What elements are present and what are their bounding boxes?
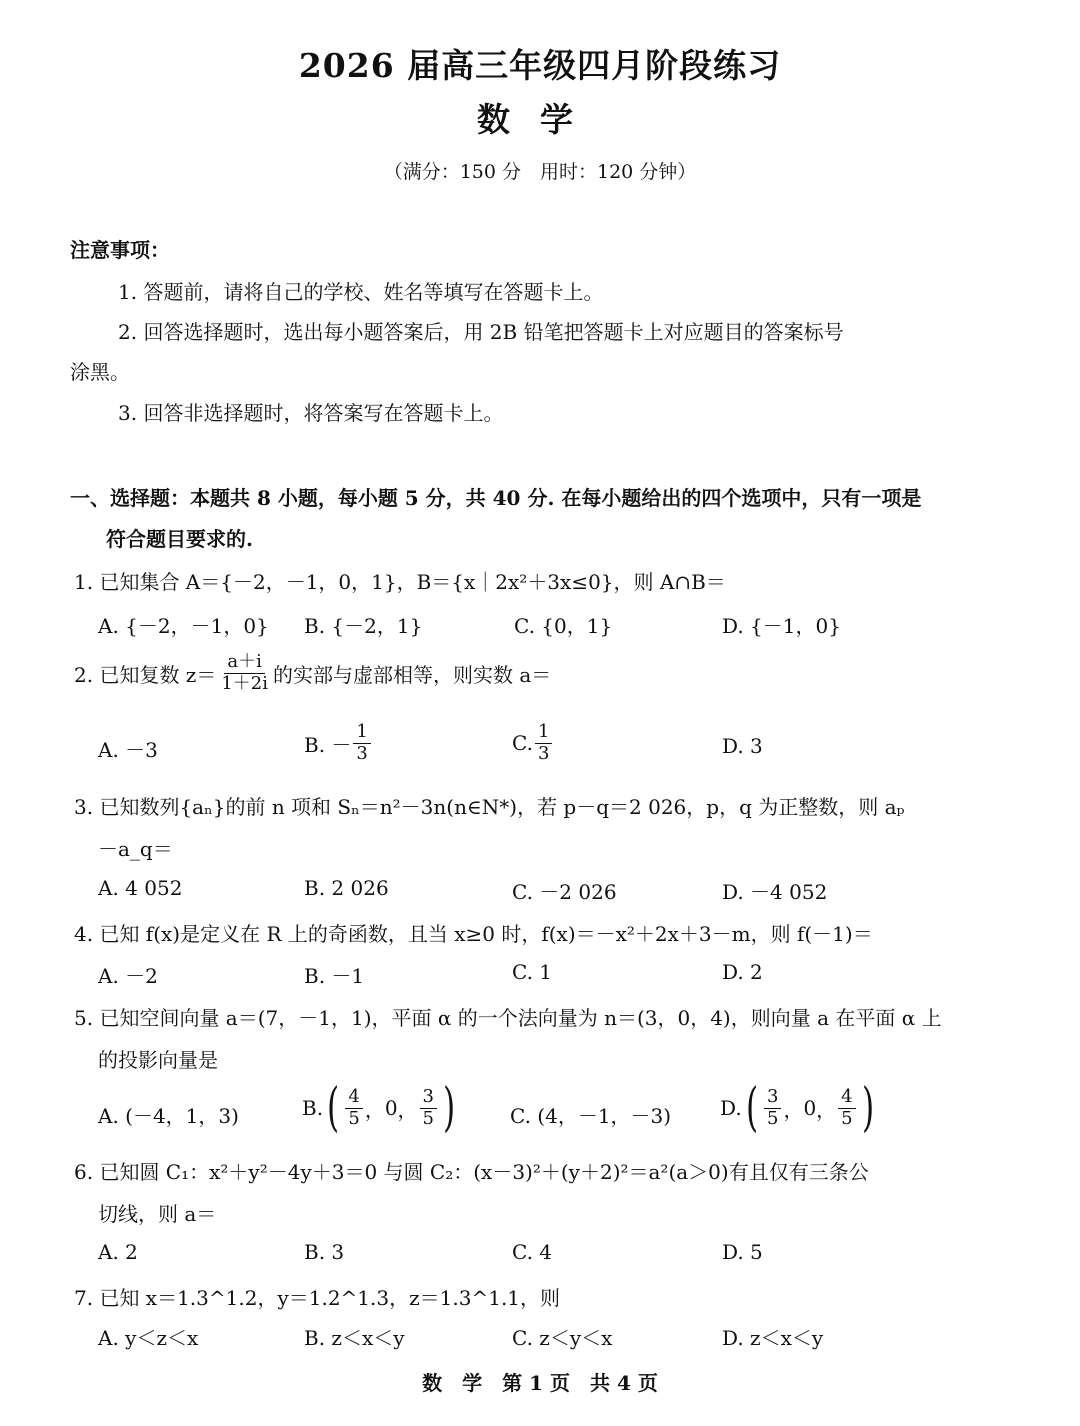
q6-option-a: A. 2 [98,1240,138,1264]
q7-option-b: B. z＜x＜y [304,1326,405,1350]
q7-option-d: D. z＜x＜y [722,1326,824,1350]
q4-option-d: D. 2 [722,960,763,984]
right-paren: ) [861,1078,874,1138]
left-paren: ( [327,1078,340,1138]
notice-item-2: 2. 回答选择题时，选出每小题答案后，用 2B 铅笔把答题卡上对应题目的答案标号 [118,320,844,344]
section-heading: 一、选择题：本题共 8 小题，每小题 5 分，共 40 分. 在每小题给出的四个选项中，只有一项是 [70,486,922,510]
q2-option-c-label: C. [512,731,533,756]
q5-option-d [720,1078,878,1138]
question-7-stem: 7. 已知 x＝1.3^1.2，y＝1.2^1.3，z＝1.3^1.1，则 [74,1286,561,1310]
q5-d-den-2: 5 [841,1107,853,1129]
q4-option-c: C. 1 [512,960,553,984]
q3-option-d: D. －4 052 [722,880,828,904]
q2-option-b-label: B. － [304,732,352,757]
q1-option-b: B. {－2，1} [304,614,423,638]
notice-item-3: 3. 回答非选择题时，将答案写在答题卡上。 [118,401,504,425]
exam-info: （满分：150 分 用时：120 分钟） [383,161,697,183]
q3-option-c: C. －2 026 [512,880,617,904]
q6-option-d: D. 5 [722,1240,763,1264]
q5-b-frac-2 [420,1087,437,1129]
subject-title: 数学 [477,100,603,139]
notice-item-1: 1. 答题前，请将自己的学校、姓名等填写在答题卡上。 [118,280,604,304]
q5-option-d-vector [742,1078,878,1138]
q2-option-c [512,722,554,764]
q2-option-b-num: 1 [353,722,370,744]
q5-b-num-1: 4 [345,1087,362,1109]
q5-d-sep-1: ， [783,1097,804,1122]
q5-d-frac-1 [764,1087,781,1129]
q2-fraction [218,652,271,694]
question-3-stem-cont: －a_q＝ [98,837,173,861]
question-5-stem: 5. 已知空间向量 a＝(7，－1，1)，平面 α 的一个法向量为 n＝(3，0，4)，则向量 a 在平面 α 上 [74,1006,942,1030]
q5-b-sep-1: ， [364,1097,385,1122]
question-4-stem: 4. 已知 f(x)是定义在 R 上的奇函数，且当 x≥0 时，f(x)＝－x²＋2x＋3－m，则 f(－1)＝ [74,922,873,946]
page-footer: 数 学 第 1 页 共 4 页 [422,1371,658,1395]
q4-option-a: A. －2 [98,964,158,988]
left-paren: ( [745,1078,758,1138]
q2-frac-den: 1＋2i [221,672,269,694]
q5-b-den-1: 5 [348,1107,360,1129]
q5-b-mid: 0 [384,1096,398,1120]
q1-option-d: D. {－1，0} [722,614,841,638]
question-5-stem-cont: 的投影向量是 [98,1048,218,1072]
q5-option-d-label: D. [720,1096,742,1120]
q2-option-b [304,722,373,764]
q6-option-c: C. 4 [512,1240,553,1264]
notice-heading: 注意事项： [70,238,170,262]
q5-d-sep-2: ， [816,1097,837,1122]
right-paren: ) [443,1078,456,1138]
q2-option-c-frac [535,722,552,764]
q2-option-b-frac [353,722,370,764]
q5-d-num-2: 4 [838,1087,855,1109]
q5-d-frac-2 [838,1087,855,1129]
q2-option-d: D. 3 [722,734,763,758]
q2-option-a: A. －3 [98,738,158,762]
q5-option-a: A. (－4，1，3) [98,1104,239,1128]
q5-d-num-1: 3 [764,1087,781,1109]
q5-b-sep-2: ， [397,1097,418,1122]
q4-option-b: B. －1 [304,964,365,988]
q5-option-b-vector [323,1078,459,1138]
q5-b-frac-1 [345,1087,362,1129]
q7-option-c: C. z＜y＜x [512,1326,613,1350]
q5-option-b-label: B. [302,1096,324,1120]
notice-item-2-cont: 涂黑。 [70,360,130,384]
question-3-stem: 3. 已知数列{aₙ}的前 n 项和 Sₙ＝n²－3n(n∈N*)，若 p－q＝2 026，p，q 为正整数，则 aₚ [74,795,905,819]
q5-b-den-2: 5 [422,1107,434,1129]
q2-stem-post: 的实部与虚部相等，则实数 a＝ [273,662,552,687]
q2-option-b-den: 3 [356,742,368,764]
section-heading-cont: 符合题目要求的. [106,527,253,551]
q5-option-c: C. (4，－1，－3) [510,1104,672,1128]
q2-stem-pre: 2. 已知复数 z＝ [74,662,217,687]
question-6-stem: 6. 已知圆 C₁：x²＋y²－4y＋3＝0 与圆 C₂：(x－3)²＋(y＋2)²＝a²(a＞0)有且仅有三条公 [74,1160,869,1184]
q7-option-a: A. y＜z＜x [98,1326,199,1350]
exam-title: 2026 届高三年级四月阶段练习 [298,46,782,85]
q2-option-c-den: 3 [537,742,550,764]
q2-frac-num: a＋i [224,652,265,674]
q3-option-a: A. 4 052 [98,876,183,900]
question-2-stem [74,652,551,694]
q1-option-a: A. {－2，－1，0} [98,614,269,638]
q3-option-b: B. 2 026 [304,876,389,900]
question-6-stem-cont: 切线，则 a＝ [98,1202,217,1226]
q5-d-mid: 0 [803,1096,817,1120]
q5-b-num-2: 3 [420,1087,437,1109]
q6-option-b: B. 3 [304,1240,345,1264]
q1-option-c: C. {0，1} [514,614,613,638]
q5-option-b [302,1078,459,1138]
question-1-stem: 1. 已知集合 A＝{－2，－1，0，1}，B＝{x｜2x²＋3x≤0}，则 A∩B＝ [74,570,726,594]
q2-option-c-num: 1 [535,722,552,744]
q5-d-den-1: 5 [766,1107,779,1129]
